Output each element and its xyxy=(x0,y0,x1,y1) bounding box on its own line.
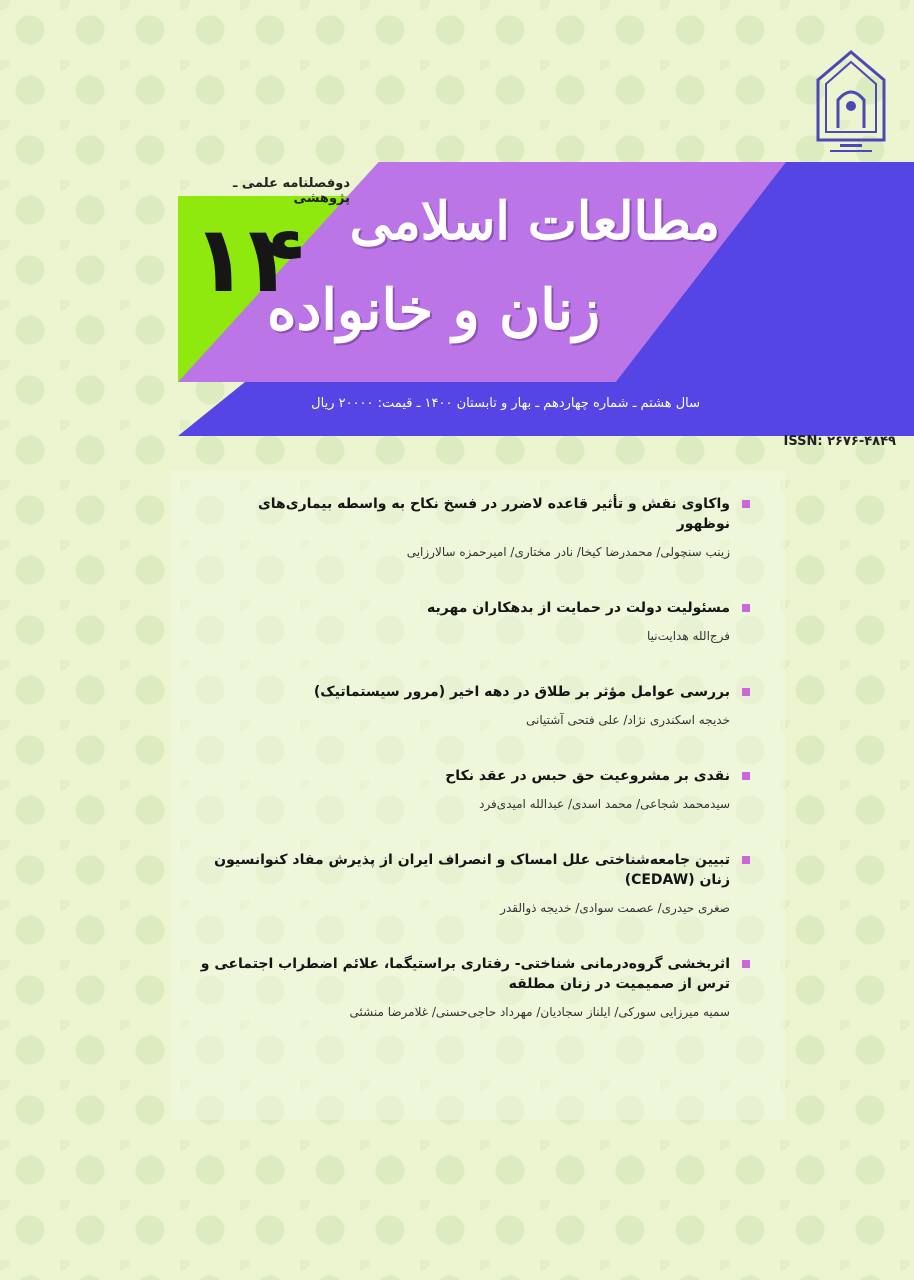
journal-title-line1: مطالعات اسلامی xyxy=(349,191,720,252)
article-item[interactable] xyxy=(200,954,730,1020)
issue-number: ۱۴ xyxy=(191,206,305,313)
article-title: بررسی عوامل مؤثر بر طلاق در دهه اخیر (مرور سیستماتیک) xyxy=(313,684,730,700)
bullet-icon xyxy=(742,772,750,780)
article-authors: سمیه میرزایی سورکی/ ایلناز سجادیان/ مهرداد حاجی‌حسنی/ غلامرضا منشئی xyxy=(349,1005,730,1019)
article-title: واکاوی نقش و تأثیر قاعده لاضرر در فسخ نکاح به واسطه بیماری‌های نوظهور xyxy=(257,496,730,532)
article-authors: فرج‌الله هدایت‌نیا xyxy=(646,629,730,643)
article-authors: صغری حیدری/ عصمت سوادی/ خدیجه ذوالقدر xyxy=(500,901,730,915)
article-item[interactable] xyxy=(200,766,730,812)
bullet-icon xyxy=(742,856,750,864)
article-title: اثربخشی گروه‌درمانی شناختی- رفتاری براستیگما، علائم اضطراب اجتماعی و ترس از صمیمیت در زنان مطلقه xyxy=(200,956,730,992)
article-authors: زینب سنچولی/ محمدرضا کیخا/ نادر مختاری/ امیرحمزه سالارزایی xyxy=(406,545,730,559)
issue-info: سال هشتم ـ شماره چهاردهم ـ بهار و تابستان ۱۴۰۰ ـ قیمت: ۲۰۰۰۰ ریال xyxy=(311,396,700,411)
article-item[interactable] xyxy=(200,682,730,728)
seminary-logo-icon xyxy=(810,48,892,158)
bullet-icon xyxy=(742,688,750,696)
article-authors: سیدمحمد شجاعی/ محمد اسدی/ عبدالله امیدی‌فرد xyxy=(479,797,730,811)
article-item[interactable] xyxy=(200,850,730,916)
article-title: تبیین جامعه‌شناختی علل امساک و انصراف ایران از پذیرش مفاد کنوانسیون زنان (CEDAW) xyxy=(214,852,730,888)
issn: ISSN: ۲۶۷۶-۴۸۴۹ xyxy=(783,434,896,449)
article-title: نقدی بر مشروعیت حق حبس در عقد نکاح xyxy=(445,768,730,784)
bullet-icon xyxy=(742,604,750,612)
table-of-contents xyxy=(200,494,730,1058)
article-item[interactable] xyxy=(200,598,730,644)
journal-subtitle: دوفصلنامه علمی ـ پژوهشی xyxy=(232,176,350,206)
journal-title-line2: زنان و خانواده xyxy=(267,277,600,343)
article-item[interactable] xyxy=(200,494,730,560)
article-title: مسئولیت دولت در حمایت از بدهکاران مهریه xyxy=(427,600,730,616)
article-authors: خدیجه اسکندری نژاد/ علی فتحی آشتیانی xyxy=(526,713,730,727)
bullet-icon xyxy=(742,500,750,508)
bullet-icon xyxy=(742,960,750,968)
